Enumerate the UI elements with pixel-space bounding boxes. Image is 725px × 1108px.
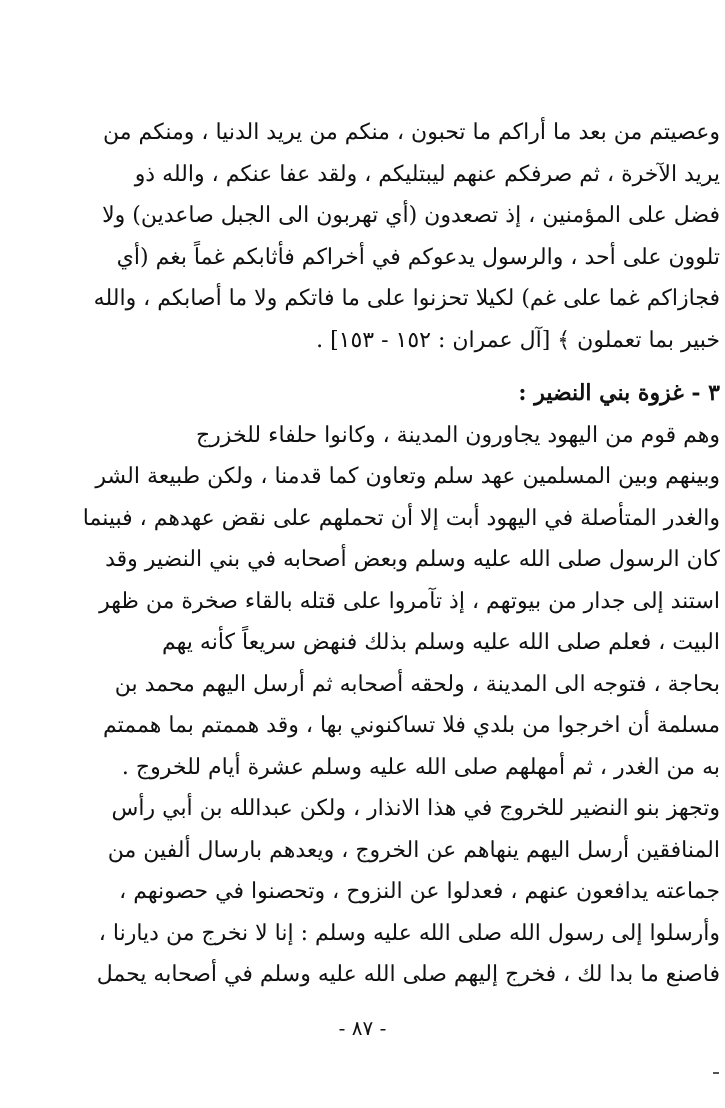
- text-line: فاصنع ما بدا لك ، فخرج إليهم صلى الله عليه وسلم في أصحابه يحمل: [96, 962, 720, 987]
- text-line: المنافقين أرسل اليهم ينهاهم عن الخروج ، ويعدهم بارسال ألفين من: [107, 837, 720, 863]
- text-line: بحاجة ، فتوجه الى المدينة ، ولحقه أصحابه ثم أرسل اليهم محمد بن: [114, 671, 720, 697]
- text-line: به من الغدر ، ثم أمهلهم صلى الله عليه وسلم عشرة أيام للخروج .: [121, 754, 720, 780]
- page-body: [60, 112, 720, 996]
- text-line: يريد الآخرة ، ثم صرفكم عنهم ليبتليكم ، ولقد عفا عنكم ، والله ذو: [134, 161, 720, 187]
- text-line: فجازاكم غما على غم) لكيلا تحزنوا على ما فاتكم ولا ما أصابكم ، والله: [93, 286, 720, 311]
- text-line: كان الرسول صلى الله عليه وسلم وبعض أصحابه في بني النضير وقد: [105, 547, 720, 572]
- text-line: وعصيتم من بعد ما أراكم ما تحبون ، منكم من يريد الدنيا ، ومنكم من: [103, 120, 720, 145]
- text-line: وبينهم وبين المسلمين عهد سلم وتعاون كما قدمنا ، ولكن طبيعة الشر: [95, 464, 720, 489]
- paragraph: [60, 415, 720, 996]
- scan-mark: [713, 1072, 719, 1074]
- page-number: - ٨٧ -: [338, 1016, 387, 1040]
- text-line: البيت ، فعلم صلى الله عليه وسلم بذلك فنهض سريعاً كأنه يهم: [162, 630, 720, 655]
- text-line: والغدر المتأصلة في اليهود أبت إلا أن تحملهم على نقض عهدهم ، فبينما: [82, 505, 720, 531]
- text-line: فضل على المؤمنين ، إذ تصعدون (أي تهربون الى الجبل صاعدين) ولا: [102, 203, 720, 228]
- section-heading: ٣ - غزوة بني النضير :: [518, 380, 720, 406]
- text-line: وهم قوم من اليهود يجاورون المدينة ، وكانوا حلفاء للخزرج: [195, 422, 720, 448]
- text-line: مسلمة أن اخرجوا من بلدي فلا تساكنوني بها ، وقد هممتم بما هممتم: [103, 713, 720, 738]
- text-line: خبير بما تعملون ﴾ [آل عمران : ١٥٢ - ١٥٣] .: [316, 327, 720, 353]
- paragraph: [60, 112, 720, 361]
- text-line: وتجهز بنو النضير للخروج في هذا الانذار ، ولكن عبدالله بن أبي رأس: [111, 796, 720, 821]
- text-line: وأرسلوا إلى رسول الله صلى الله عليه وسلم : إنا لا نخرج من ديارنا ،: [98, 920, 720, 946]
- text-line: استند إلى جدار من بيوتهم ، إذ تآمروا على قتله بالقاء صخرة من ظهر: [99, 588, 720, 614]
- text-line: جماعته يدافعون عنهم ، فعدلوا عن النزوح ، وتحصنوا في حصونهم ،: [119, 879, 720, 904]
- spacer: [60, 361, 720, 373]
- text-line: تلوون على أحد ، والرسول يدعوكم في أخراكم فأثابكم غماً بغم (أي: [116, 244, 720, 270]
